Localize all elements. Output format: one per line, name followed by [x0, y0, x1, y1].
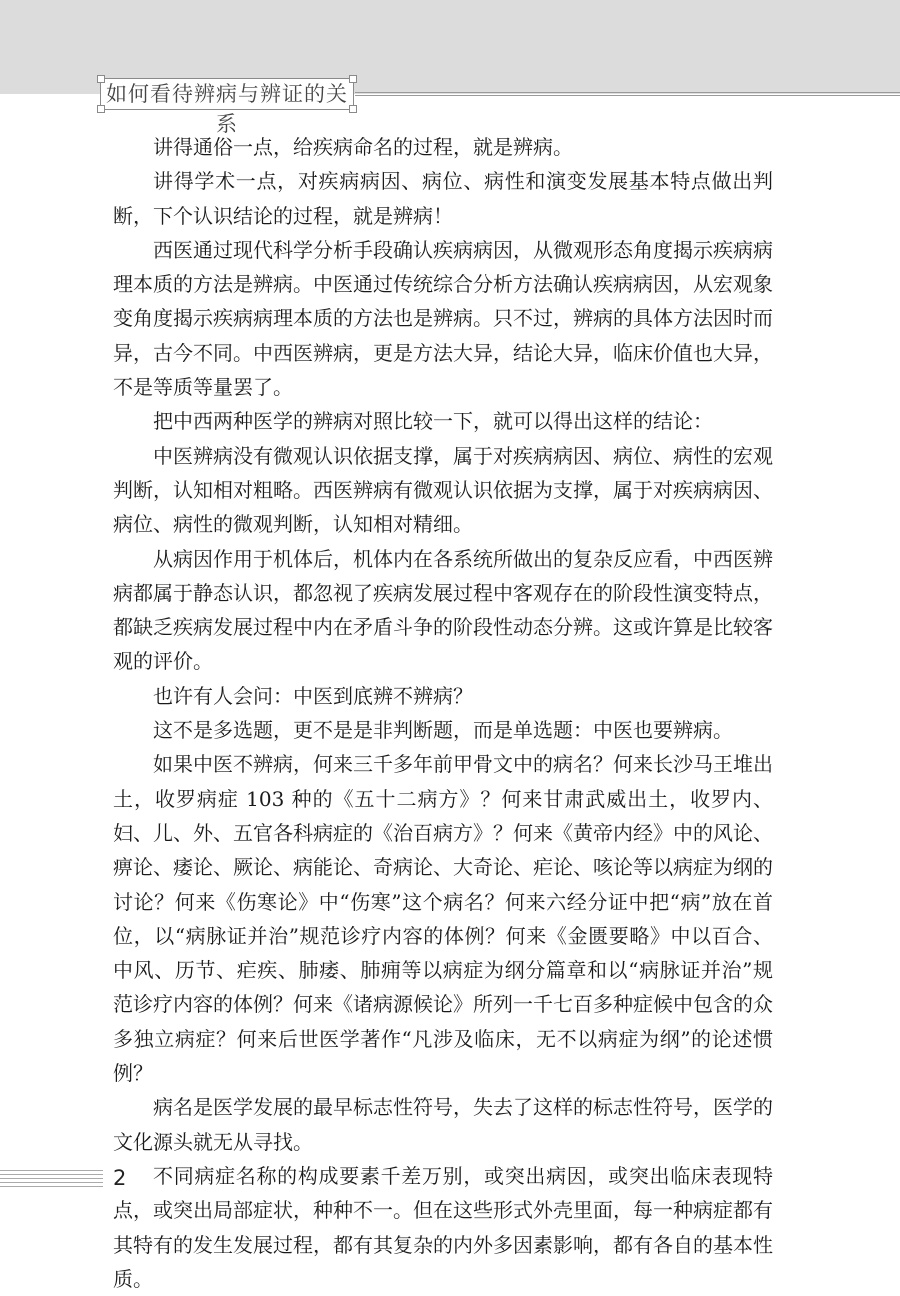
- paragraph: 讲得学术一点，对疾病病因、病位、病性和演变发展基本特点做出判断，下个认识结论的过程，就是辨病！: [113, 169, 773, 228]
- footer-rule-ornament: [0, 1170, 103, 1190]
- paragraph: 中医辨病没有微观认识依据支撑，属于对疾病病因、病位、病性的宏观判断，认知相对粗略。西医辨病有微观认识依据为支撑，属于对疾病病因、病位、病性的微观判断，认知相对精细。: [113, 443, 773, 537]
- chapter-title: 如何看待辨病与辨证的关系: [106, 82, 348, 136]
- page-number: 2: [113, 1166, 127, 1190]
- paragraph: 这不是多选题，更不是是非判断题，而是单选题：中医也要辨病。: [153, 718, 733, 743]
- paragraph: 病名是医学发展的最早标志性符号，失去了这样的标志性符号，医学的文化源头就无从寻找。: [113, 1095, 773, 1154]
- paragraph: 如果中医不辨病，何来三千多年前甲骨文中的病名？何来长沙马王堆出土，收罗病症 103 种的《五十二病方》？何来甘肃武威出土，收罗内、妇、儿、外、五官各科病症的《治百病方》？何来《黄帝内经》中的风论、痹论、痿论、厥论、病能论、奇病论、大奇论、疟论、咳论等以病症为纲的讨论？何来《伤寒论》中“伤寒”这个病名？何来六经分证中把“病”放在首位，以“病脉证并治”规范诊疗内容的体例？何来《金匮要略》中以百合、中风、历节、疟疾、肺痿、肺痈等以病症为纲分篇章和以“病脉证并治”规范诊疗内容的体例？何来《诸病源候论》所列一千七百多种症候中包含的众多独立病症？何来后世医学著作“凡涉及临床，无不以病症为纲”的论述惯例？: [113, 752, 773, 1086]
- page-footer: [0, 1162, 900, 1202]
- header-rule: [355, 92, 900, 96]
- paragraph: 讲得通俗一点，给疾病命名的过程，就是辨病。: [153, 135, 573, 159]
- chapter-title-frame: [100, 78, 354, 136]
- running-header: [0, 74, 900, 136]
- paragraph: 也许有人会问：中医到底辨不辨病？: [153, 683, 473, 708]
- paragraph: 西医通过现代科学分析手段确认疾病病因，从微观形态角度揭示疾病病理本质的方法是辨病。中医通过传统综合分析方法确认疾病病因，从宏观象变角度揭示疾病病理本质的方法也是辨病。只不过，辨病的具体方法因时而异，古今不同。中西医辨病，更是方法大异，结论大异，临床价值也大异，不是等质等量罢了。: [113, 237, 773, 400]
- body-text: [113, 130, 773, 1296]
- paragraph: 从病因作用于机体后，机体内在各系统所做出的复杂反应看，中西医辨病都属于静态认识，都忽视了疾病发展过程中客观存在的阶段性演变特点，都缺乏疾病发展过程中内在矛盾斗争的阶段性动态分辨。这或许算是比较客观的评价。: [113, 546, 773, 674]
- paragraph: 把中西两种医学的辨病对照比较一下，就可以得出这样的结论：: [153, 409, 713, 434]
- paragraph: 不同病症名称的构成要素千差万别，或突出病因，或突出临床表现特点，或突出局部症状，种种不一。但在这些形式外壳里面，每一种病症都有其特有的发生发展过程，都有其复杂的内外多因素影响，都有各自的基本性质。: [113, 1163, 773, 1291]
